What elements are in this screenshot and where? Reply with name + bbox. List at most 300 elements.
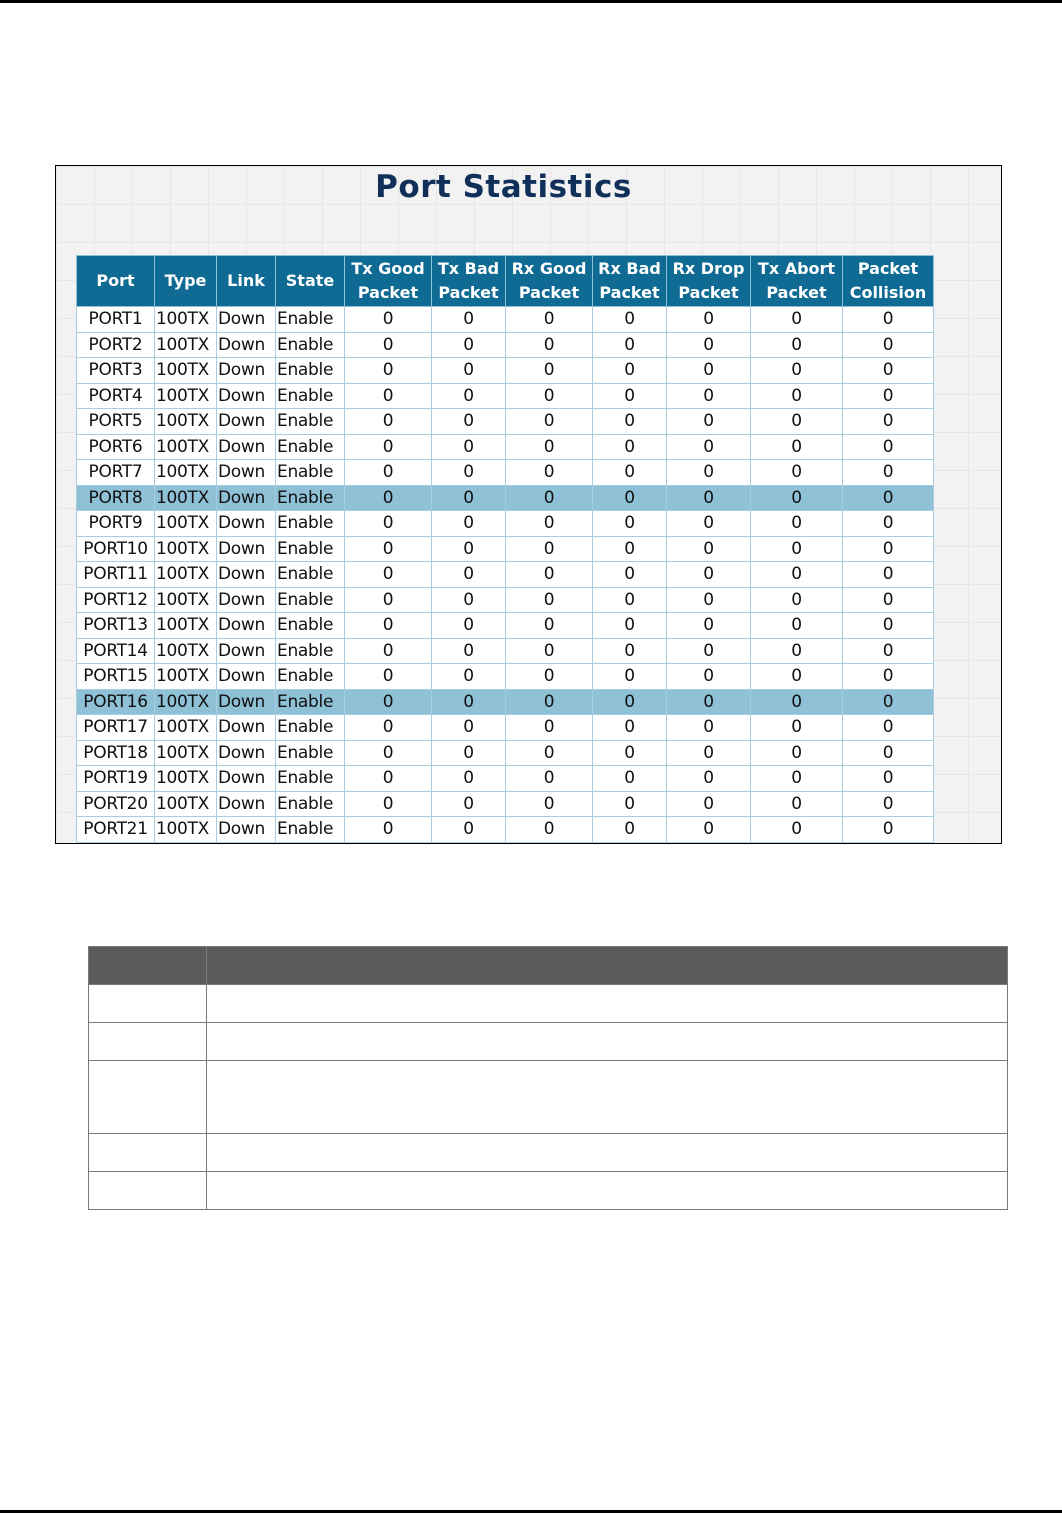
description-text-cell [207, 1023, 1008, 1061]
table-cell: 0 [345, 358, 432, 384]
table-cell: 100TX [155, 664, 217, 690]
table-cell: 0 [843, 664, 934, 690]
table-cell: 100TX [155, 587, 217, 613]
table-cell: 0 [843, 511, 934, 537]
table-row [77, 307, 934, 333]
column-header-line1: Packet [857, 259, 919, 278]
table-cell: 0 [593, 511, 667, 537]
table-cell: 0 [751, 307, 843, 333]
table-cell: 0 [432, 766, 506, 792]
column-header [155, 256, 217, 307]
top-rule [0, 0, 1062, 3]
description-header-row [89, 947, 1008, 985]
table-cell: Enable [276, 613, 345, 639]
table-cell: 0 [667, 715, 751, 741]
table-cell: 0 [667, 562, 751, 588]
port-cell: PORT14 [77, 638, 155, 664]
table-cell: 0 [506, 791, 593, 817]
table-cell: 0 [667, 358, 751, 384]
table-row [77, 766, 934, 792]
table-cell: Enable [276, 562, 345, 588]
port-cell: PORT2 [77, 332, 155, 358]
table-cell: 0 [345, 766, 432, 792]
table-cell: 0 [843, 791, 934, 817]
table-header-row [77, 256, 934, 307]
table-cell: 0 [345, 689, 432, 715]
description-header-label-cell [89, 947, 207, 985]
table-cell: 0 [593, 485, 667, 511]
column-header [217, 256, 276, 307]
port-statistics-screenshot [55, 165, 1002, 844]
table-cell: 100TX [155, 791, 217, 817]
table-cell: 0 [751, 613, 843, 639]
table-cell: Enable [276, 307, 345, 333]
description-label-cell [89, 985, 207, 1023]
column-header-line1: Tx Abort [757, 259, 836, 278]
description-label-cell [89, 1172, 207, 1210]
table-cell: 0 [843, 562, 934, 588]
table-cell: 0 [506, 460, 593, 486]
table-cell: Down [217, 613, 276, 639]
column-header [345, 256, 432, 307]
table-cell: 0 [432, 587, 506, 613]
table-cell: 0 [345, 715, 432, 741]
table-cell: 0 [593, 791, 667, 817]
column-header-line1: Type [164, 271, 207, 290]
port-cell: PORT3 [77, 358, 155, 384]
description-row [89, 1134, 1008, 1172]
table-cell: 0 [506, 307, 593, 333]
table-cell: 100TX [155, 307, 217, 333]
table-cell: Down [217, 740, 276, 766]
table-cell: Enable [276, 460, 345, 486]
table-cell: 0 [432, 715, 506, 741]
table-cell: 100TX [155, 766, 217, 792]
table-cell: 0 [667, 638, 751, 664]
table-cell: Enable [276, 587, 345, 613]
column-header-line2: Packet [766, 283, 827, 302]
table-cell: 0 [667, 689, 751, 715]
table-cell: 0 [593, 434, 667, 460]
table-cell: 0 [345, 511, 432, 537]
table-row [77, 460, 934, 486]
table-cell: 100TX [155, 383, 217, 409]
table-cell: 0 [751, 358, 843, 384]
table-cell: 0 [345, 536, 432, 562]
table-cell: 0 [667, 664, 751, 690]
port-cell: PORT18 [77, 740, 155, 766]
table-cell: 0 [593, 383, 667, 409]
table-cell: Enable [276, 791, 345, 817]
table-cell: 0 [506, 332, 593, 358]
port-cell: PORT10 [77, 536, 155, 562]
table-cell: 100TX [155, 511, 217, 537]
table-cell: 100TX [155, 689, 217, 715]
table-cell: 0 [506, 511, 593, 537]
table-cell: 100TX [155, 332, 217, 358]
table-cell: 0 [432, 511, 506, 537]
table-cell: 0 [751, 536, 843, 562]
table-cell: 0 [751, 766, 843, 792]
table-cell: Down [217, 587, 276, 613]
table-cell: Enable [276, 358, 345, 384]
table-cell: 0 [345, 409, 432, 435]
port-cell: PORT11 [77, 562, 155, 588]
table-cell: 0 [345, 485, 432, 511]
table-cell: Enable [276, 332, 345, 358]
table-cell: 0 [506, 740, 593, 766]
description-label-cell [89, 1061, 207, 1134]
table-cell: Enable [276, 766, 345, 792]
table-cell: 0 [843, 485, 934, 511]
table-row [77, 664, 934, 690]
port-cell: PORT13 [77, 613, 155, 639]
table-cell: 0 [432, 817, 506, 843]
port-statistics-table [76, 255, 934, 843]
table-cell: 0 [345, 638, 432, 664]
port-cell: PORT6 [77, 434, 155, 460]
description-text-cell [207, 1172, 1008, 1210]
table-cell: 0 [667, 587, 751, 613]
description-text-cell [207, 1134, 1008, 1172]
column-header [843, 256, 934, 307]
table-row [77, 485, 934, 511]
table-cell: Enable [276, 383, 345, 409]
table-cell: Down [217, 766, 276, 792]
table-cell: 0 [432, 562, 506, 588]
table-cell: Enable [276, 817, 345, 843]
table-cell: 0 [593, 766, 667, 792]
table-cell: 0 [345, 587, 432, 613]
table-cell: 0 [667, 460, 751, 486]
port-cell: PORT21 [77, 817, 155, 843]
table-cell: 0 [345, 791, 432, 817]
table-cell: 0 [345, 307, 432, 333]
column-header [751, 256, 843, 307]
table-row [77, 817, 934, 843]
table-cell: 0 [843, 383, 934, 409]
table-cell: 0 [345, 664, 432, 690]
table-cell: 0 [751, 332, 843, 358]
table-cell: 0 [843, 460, 934, 486]
column-header-line2: Packet [357, 283, 419, 302]
table-cell: 100TX [155, 409, 217, 435]
table-cell: 0 [751, 434, 843, 460]
port-cell: PORT15 [77, 664, 155, 690]
page-title: Port Statistics [375, 169, 632, 205]
table-cell: 0 [345, 383, 432, 409]
table-cell: 0 [593, 715, 667, 741]
table-cell: 0 [843, 740, 934, 766]
table-cell: 100TX [155, 715, 217, 741]
table-row [77, 562, 934, 588]
table-cell: Down [217, 485, 276, 511]
table-cell: 0 [506, 715, 593, 741]
table-cell: 0 [345, 613, 432, 639]
table-cell: 0 [843, 358, 934, 384]
table-cell: 0 [667, 434, 751, 460]
table-cell: 0 [345, 332, 432, 358]
table-cell: 0 [345, 740, 432, 766]
port-cell: PORT20 [77, 791, 155, 817]
table-cell: Down [217, 715, 276, 741]
table-cell: 0 [506, 817, 593, 843]
table-row [77, 409, 934, 435]
column-header-line1: Link [227, 271, 265, 290]
column-header [667, 256, 751, 307]
port-cell: PORT4 [77, 383, 155, 409]
table-cell: 0 [506, 664, 593, 690]
table-row [77, 715, 934, 741]
table-cell: 0 [593, 664, 667, 690]
table-cell: Enable [276, 664, 345, 690]
table-cell: 0 [432, 332, 506, 358]
description-label-cell [89, 1134, 207, 1172]
table-cell: 100TX [155, 485, 217, 511]
table-cell: 0 [751, 740, 843, 766]
table-cell: 0 [593, 562, 667, 588]
table-cell: Down [217, 536, 276, 562]
table-cell: 0 [432, 383, 506, 409]
table-row [77, 791, 934, 817]
table-cell: 0 [506, 587, 593, 613]
table-cell: 100TX [155, 536, 217, 562]
table-cell: Enable [276, 409, 345, 435]
table-cell: 0 [593, 689, 667, 715]
column-header-line2: Packet [678, 283, 739, 302]
column-header [506, 256, 593, 307]
column-header-line1: State [285, 271, 335, 290]
description-header-desc-cell [207, 947, 1008, 985]
table-cell: 0 [667, 613, 751, 639]
table-cell: 100TX [155, 613, 217, 639]
table-cell: 0 [593, 638, 667, 664]
table-cell: 0 [843, 715, 934, 741]
table-cell: 0 [751, 715, 843, 741]
column-header-line1: Tx Bad [437, 259, 500, 278]
table-cell: 0 [345, 460, 432, 486]
table-cell: 0 [432, 485, 506, 511]
table-cell: Down [217, 817, 276, 843]
table-cell: 0 [667, 511, 751, 537]
table-cell: 0 [506, 766, 593, 792]
table-cell: 0 [432, 613, 506, 639]
table-cell: 0 [843, 689, 934, 715]
table-row [77, 536, 934, 562]
table-cell: 0 [843, 536, 934, 562]
table-cell: Enable [276, 434, 345, 460]
table-cell: 0 [843, 817, 934, 843]
table-cell: Enable [276, 485, 345, 511]
column-header-line1: Port [96, 271, 135, 290]
column-header [77, 256, 155, 307]
table-cell: 0 [667, 485, 751, 511]
table-cell: Down [217, 307, 276, 333]
table-cell: 0 [432, 791, 506, 817]
table-cell: Enable [276, 689, 345, 715]
column-header [593, 256, 667, 307]
table-cell: 0 [506, 536, 593, 562]
table-cell: 0 [751, 791, 843, 817]
table-cell: Down [217, 358, 276, 384]
table-cell: 100TX [155, 740, 217, 766]
table-cell: 0 [843, 638, 934, 664]
port-cell: PORT8 [77, 485, 155, 511]
table-row [77, 613, 934, 639]
table-cell: 0 [667, 332, 751, 358]
bottom-rule [0, 1510, 1062, 1513]
table-cell: 100TX [155, 358, 217, 384]
table-cell: 0 [667, 536, 751, 562]
table-cell: 0 [593, 358, 667, 384]
table-cell: 0 [345, 562, 432, 588]
table-row [77, 638, 934, 664]
table-cell: 0 [506, 562, 593, 588]
table-cell: 0 [843, 766, 934, 792]
table-row [77, 511, 934, 537]
table-cell: 0 [843, 434, 934, 460]
table-cell: 0 [432, 740, 506, 766]
table-cell: 100TX [155, 638, 217, 664]
table-cell: Down [217, 664, 276, 690]
table-cell: Down [217, 460, 276, 486]
table-cell: 0 [751, 587, 843, 613]
column-header-line2: Packet [518, 283, 580, 302]
table-cell: 0 [843, 587, 934, 613]
table-cell: 0 [593, 817, 667, 843]
table-cell: 0 [751, 383, 843, 409]
table-cell: 0 [432, 460, 506, 486]
table-cell: 0 [432, 638, 506, 664]
table-cell: 0 [751, 511, 843, 537]
description-row [89, 1172, 1008, 1210]
table-cell: 0 [667, 817, 751, 843]
table-cell: 0 [843, 332, 934, 358]
table-row [77, 332, 934, 358]
port-cell: PORT7 [77, 460, 155, 486]
table-row [77, 689, 934, 715]
table-cell: Down [217, 638, 276, 664]
column-header-line1: Rx Good [511, 259, 587, 278]
table-cell: 0 [667, 383, 751, 409]
column-header-line2: Collision [849, 283, 927, 302]
table-cell: 0 [506, 383, 593, 409]
description-table [88, 946, 1008, 1210]
column-header-line1: Rx Bad [598, 259, 661, 278]
table-cell: 0 [506, 613, 593, 639]
table-cell: 0 [843, 409, 934, 435]
table-cell: 0 [506, 689, 593, 715]
port-cell: PORT19 [77, 766, 155, 792]
table-cell: Down [217, 383, 276, 409]
port-cell: PORT16 [77, 689, 155, 715]
table-cell: 0 [751, 460, 843, 486]
table-cell: 0 [593, 587, 667, 613]
table-cell: 100TX [155, 434, 217, 460]
column-header-line2: Packet [599, 283, 660, 302]
table-cell: 0 [432, 358, 506, 384]
table-cell: Down [217, 562, 276, 588]
table-cell: 0 [667, 307, 751, 333]
table-cell: Enable [276, 536, 345, 562]
column-header [432, 256, 506, 307]
table-cell: 100TX [155, 562, 217, 588]
table-cell: 0 [751, 562, 843, 588]
table-cell: 0 [667, 409, 751, 435]
table-cell: 0 [751, 664, 843, 690]
table-cell: 0 [593, 332, 667, 358]
table-row [77, 587, 934, 613]
table-cell: 100TX [155, 817, 217, 843]
table-cell: 0 [593, 409, 667, 435]
table-cell: 0 [593, 460, 667, 486]
column-header [276, 256, 345, 307]
description-text-cell [207, 1061, 1008, 1134]
port-cell: PORT5 [77, 409, 155, 435]
description-row [89, 1023, 1008, 1061]
description-label-cell [89, 1023, 207, 1061]
description-row [89, 1061, 1008, 1134]
table-cell: 0 [593, 536, 667, 562]
table-cell: 0 [751, 817, 843, 843]
column-header-line1: Rx Drop [672, 259, 745, 278]
table-cell: Down [217, 791, 276, 817]
table-cell: 0 [506, 358, 593, 384]
table-cell: 0 [593, 740, 667, 766]
table-cell: Down [217, 689, 276, 715]
table-cell: 0 [432, 409, 506, 435]
table-cell: Down [217, 434, 276, 460]
table-row [77, 383, 934, 409]
table-body [77, 307, 934, 843]
description-row [89, 985, 1008, 1023]
table-row [77, 434, 934, 460]
port-cell: PORT9 [77, 511, 155, 537]
table-cell: Down [217, 332, 276, 358]
table-cell: 0 [593, 307, 667, 333]
table-row [77, 740, 934, 766]
table-cell: 0 [751, 485, 843, 511]
table-cell: 0 [432, 664, 506, 690]
table-cell: 0 [506, 638, 593, 664]
table-cell: 0 [432, 434, 506, 460]
table-cell: 0 [843, 613, 934, 639]
table-cell: 0 [667, 766, 751, 792]
table-cell: 0 [751, 409, 843, 435]
table-cell: Down [217, 409, 276, 435]
table-cell: 0 [751, 689, 843, 715]
column-header-line1: Tx Good [351, 259, 425, 278]
table-cell: 0 [506, 409, 593, 435]
table-cell: Enable [276, 715, 345, 741]
table-cell: 0 [667, 740, 751, 766]
port-cell: PORT17 [77, 715, 155, 741]
table-cell: Enable [276, 740, 345, 766]
column-header-line2: Packet [438, 283, 499, 302]
table-cell: 0 [506, 485, 593, 511]
table-cell: 0 [667, 791, 751, 817]
table-cell: 100TX [155, 460, 217, 486]
table-cell: 0 [506, 434, 593, 460]
table-cell: 0 [843, 307, 934, 333]
table-cell: 0 [432, 307, 506, 333]
table-cell: 0 [593, 613, 667, 639]
port-cell: PORT12 [77, 587, 155, 613]
table-cell: 0 [345, 434, 432, 460]
table-row [77, 358, 934, 384]
table-cell: Down [217, 511, 276, 537]
table-cell: Enable [276, 638, 345, 664]
